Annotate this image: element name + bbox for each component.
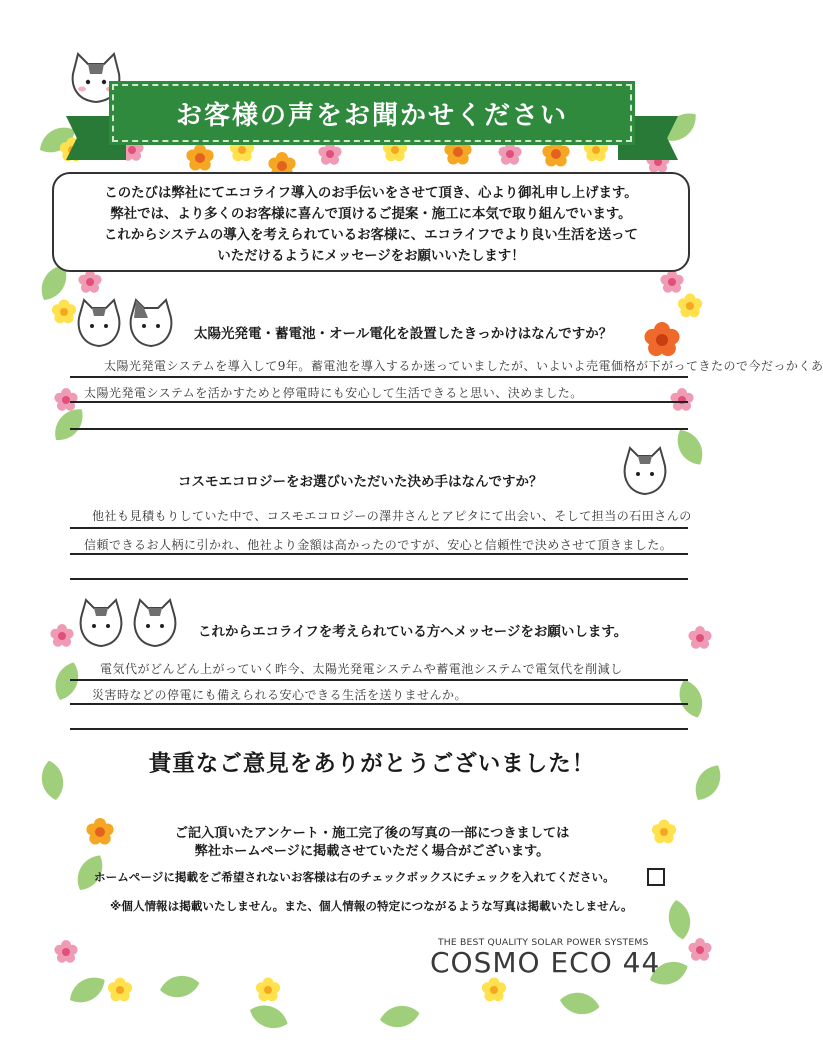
- cats-illustration: [76, 598, 184, 652]
- checkbox-label: ホームページに掲載をご希望されないお客様は右のチェックボックスにチェックを入れてください。: [94, 870, 615, 884]
- cat-illustration: [620, 446, 674, 496]
- intro-line: これからシステムの導入を考えられているお客様に、エコライフでより良い生活を送って: [104, 228, 638, 243]
- answer-line: [70, 703, 688, 705]
- question-heading: これからエコライフを考えられている方へメッセージをお願いします。: [198, 624, 628, 640]
- answer-text: 電気代がどんどん上がっていく昨今、太陽光発電システムや蓄電池システムで電気代を削減し: [100, 662, 623, 676]
- answer-text: 他社も見積もりしていた中で、コスモエコロジーの澤井さんとアピタにて出会い、そして担当の石田さんの: [92, 509, 692, 523]
- thanks-heading: 貴重なご意見をありがとうございました！: [148, 751, 596, 777]
- notice-line: 弊社ホームページに掲載させていただく場合がございます。: [194, 844, 550, 859]
- logo-tagline: THE BEST QUALITY SOLAR POWER SYSTEMS: [438, 937, 649, 948]
- intro-line: いただけるようにメッセージをお願いいたします！: [217, 249, 525, 264]
- title-banner: [112, 84, 632, 142]
- answer-line: [70, 728, 688, 730]
- question-heading: コスモエコロジーをお選びいただいた決め手はなんですか？: [178, 474, 543, 490]
- notice-line: ご記入頂いたアンケート・施工完了後の写真の一部につきましては: [174, 826, 570, 841]
- answer-line: [70, 401, 688, 403]
- question-heading: 太陽光発電・蓄電池・オール電化を設置したきっかけはなんですか？: [194, 326, 613, 342]
- answer-line: [70, 679, 688, 681]
- answer-line: [70, 376, 688, 378]
- privacy-note: ※個人情報は掲載いたしません。また、個人情報の特定につながるような写真は掲載いたしません。: [110, 899, 633, 913]
- intro-line: このたびは弊社にてエコライフ導入のお手伝いをさせて頂き、心より御礼申し上げます。: [104, 186, 638, 201]
- answer-text: 太陽光発電システムを導入して9年。蓄電池を導入するか迷っていましたが、いよいよ売電価格が下がってきたので今だっかくあ: [104, 359, 823, 373]
- answer-text: 災害時などの停電にも備えられる安心できる生活を送りませんか。: [92, 688, 468, 702]
- answer-text: 太陽光発電システムを活かすためと停電時にも安心して生活できると思い、決めました。: [84, 386, 583, 400]
- answer-text: 信頼できるお人柄に引かれ、他社より金額は高かったのですが、安心と信頼性で決めさせて頂きました。: [84, 538, 673, 552]
- page-title: お客様の声をお聞かせください: [175, 100, 568, 131]
- intro-line: 弊社では、より多くのお客様に喜んで頂けるご提案・施工に本気で取り組んでいます。: [110, 207, 632, 222]
- answer-line: [70, 553, 688, 555]
- intro-box: [52, 172, 690, 272]
- answer-line: [70, 527, 688, 529]
- answer-line: [70, 428, 688, 430]
- opt-out-checkbox[interactable]: [647, 868, 665, 886]
- company-logo: COSMO ECO 44: [430, 946, 661, 979]
- answer-line: [70, 578, 688, 580]
- cats-illustration: [74, 298, 178, 352]
